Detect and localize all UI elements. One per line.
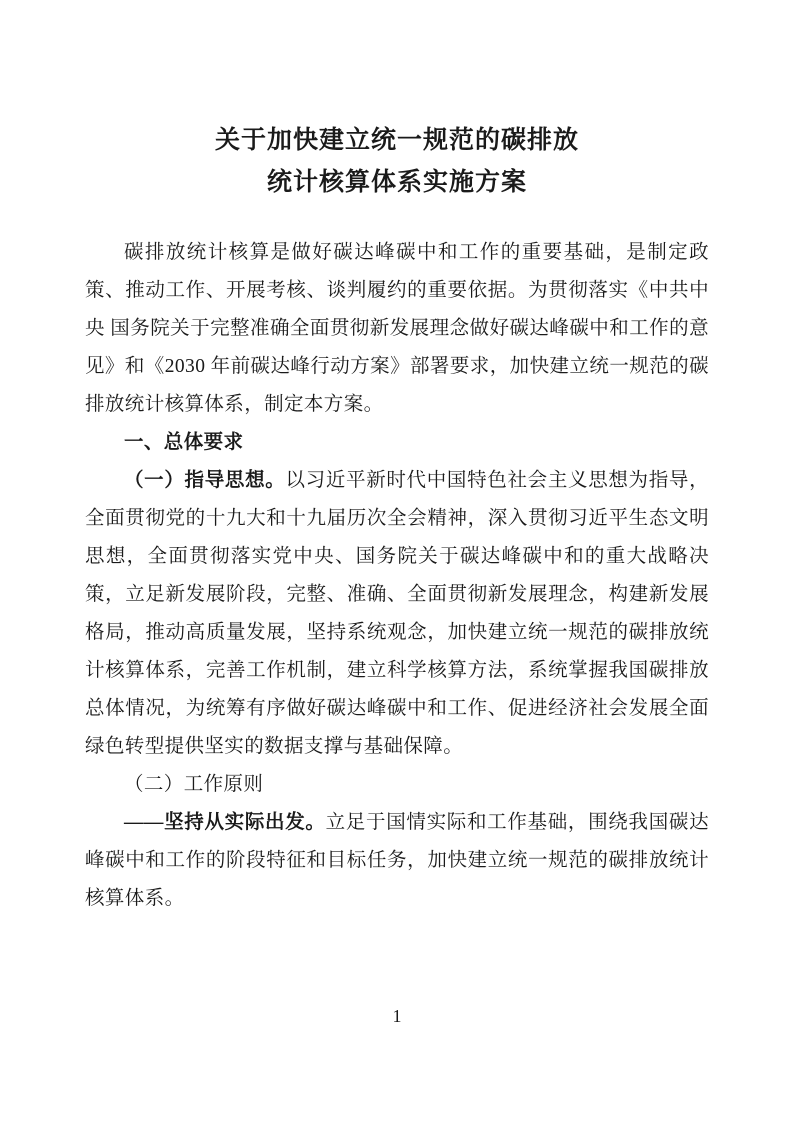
section-heading-1: 一、总体要求 [124, 432, 244, 453]
title-line-1: 关于加快建立统一规范的碳排放 [214, 127, 579, 154]
title-line-2: 统计核算体系实施方案 [266, 169, 527, 196]
paragraph-lead-practical-basis: ——坚持从实际出发。 [124, 812, 326, 833]
paragraph-text-practical-basis: 立足于国情实际和工作基础，围绕我国碳达峰碳中和工作的阶段特征和目标任务，加快建立统一规范的碳排放统计核算体系。 [85, 812, 709, 909]
page-number: 1 [392, 1006, 402, 1026]
paragraph-intro: 碳排放统计核算是做好碳达峰碳中和工作的重要基础，是制定政策、推动工作、开展考核、谈判履约的重要依据。为贯彻落实《中共中央 国务院关于完整准确全面贯彻新发展理念做好碳达峰碳中和工作的意见》和《2030 年前碳达峰行动方案》部署要求，加快建立统一规范的碳排放统计核算体系，制定本方案。 [85, 242, 709, 415]
document-body [85, 234, 709, 918]
paragraph-practical-basis [85, 804, 709, 918]
page-title [85, 120, 709, 204]
paragraph-text-guiding-thought: 以习近平新时代中国特色社会主义思想为指导，全面贯彻党的十九大和十九届历次全会精神，深入贯彻习近平生态文明思想，全面贯彻落实党中央、国务院关于碳达峰碳中和的重大战略决策，立足新发展阶段，完整、准确、全面贯彻新发展理念，构建新发展格局，推动高质量发展，坚持系统观念，加快建立统一规范的碳排放统计核算体系，完善工作机制，建立科学核算方法，系统掌握我国碳排放总体情况，为统筹有序做好碳达峰碳中和工作、促进经济社会发展全面绿色转型提供坚实的数据支撑与基础保障。 [85, 470, 710, 757]
paragraph-lead-guiding-thought: （一）指导思想。 [124, 470, 286, 491]
paragraph-work-principles: （二）工作原则 [124, 774, 264, 795]
paragraph-guiding-thought [85, 462, 709, 766]
